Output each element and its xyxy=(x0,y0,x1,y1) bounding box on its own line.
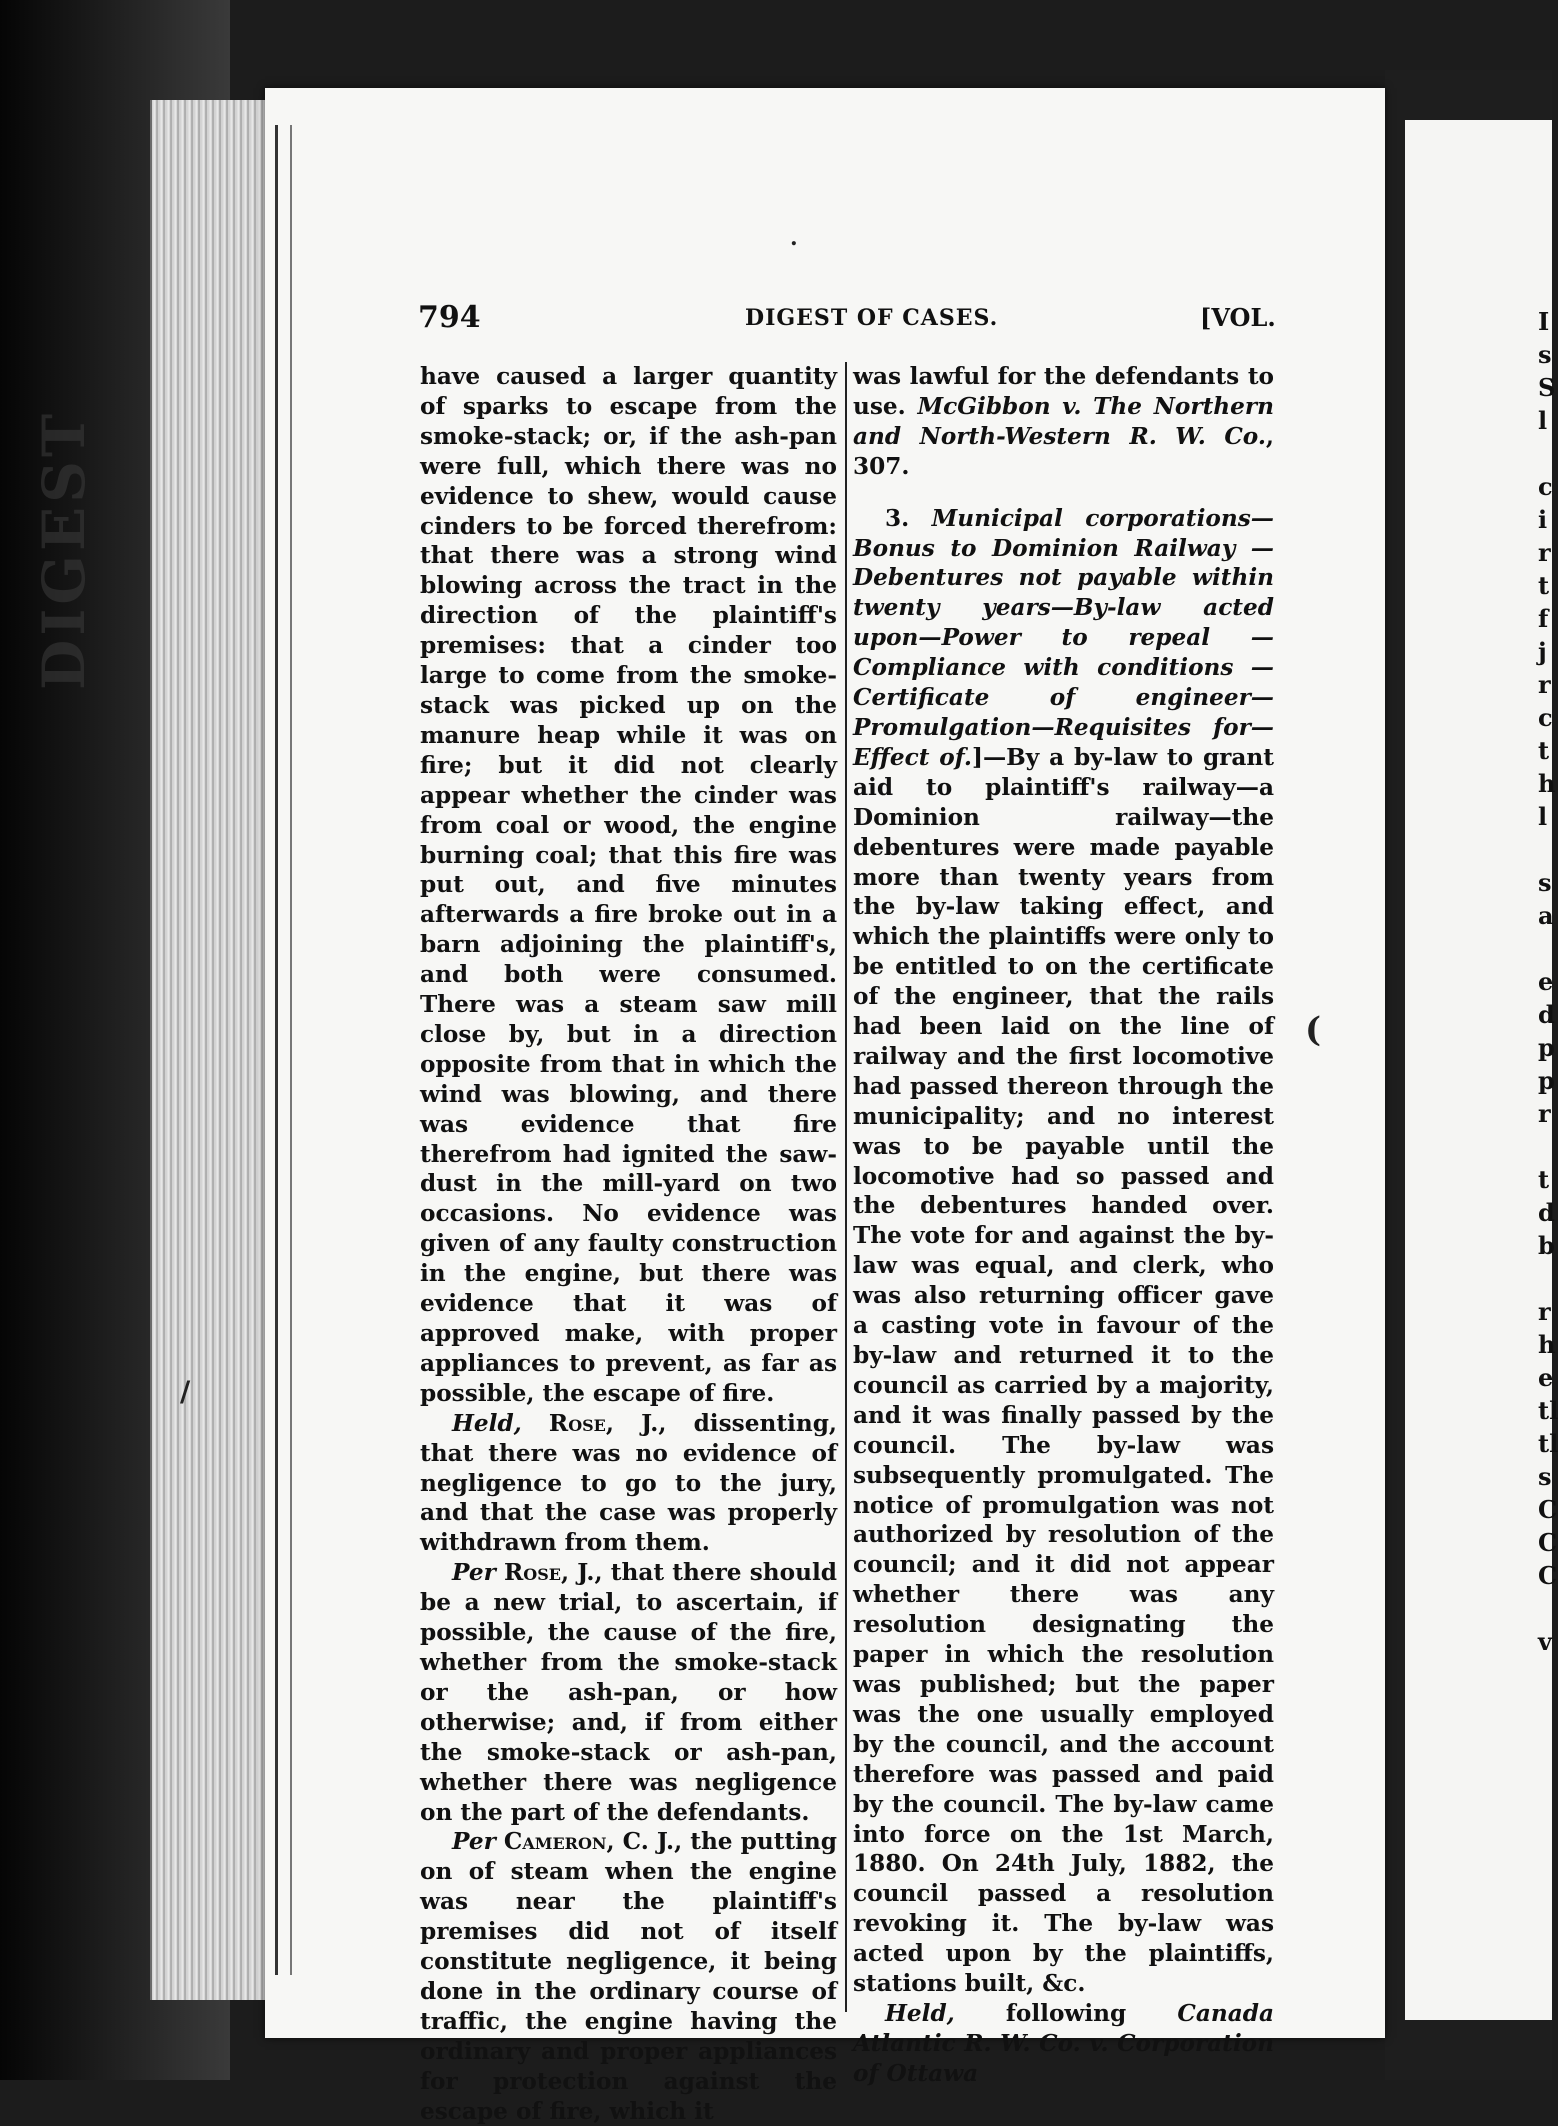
page-frame-rule xyxy=(275,125,292,1975)
opposite-page-letter: r xyxy=(1538,670,1551,699)
opposite-page-letter: tl xyxy=(1538,1429,1558,1458)
paragraph xyxy=(420,1827,837,2126)
paragraph xyxy=(420,1409,837,1559)
item-number: 3. xyxy=(885,504,910,532)
opposite-page-letter: d xyxy=(1538,1198,1555,1227)
opposite-page-letter: l xyxy=(1538,406,1548,435)
opposite-page-letter: h xyxy=(1538,769,1556,798)
paragraph-gap xyxy=(853,482,1274,504)
opposite-page-letter: p xyxy=(1538,1066,1555,1095)
paragraph-text: , C. J., the putting on of steam when the engine was near the plaintiff's premises did not of itself constitute negligence, it being done in the ordinary course of traffic, the engine having the ordinary and proper appliances for protection against the escape of fire, which it xyxy=(420,1828,838,2125)
column-rule xyxy=(845,362,847,2012)
opposite-page-letter: tl xyxy=(1538,1396,1558,1425)
opposite-page-letter: C xyxy=(1538,1495,1558,1524)
held-lead: Held, xyxy=(452,1409,522,1437)
headnote: Municipal corporations—Bonus to Dominion Railway — Debentures not payable within twenty years—By-law acted upon—Power to repeal — Compliance with conditions — Certificate of engineer—Promulgation—Requisites for—Effect of. xyxy=(853,504,1274,771)
volume-mark: [VOL. xyxy=(1200,303,1276,332)
opposite-page-letter: c xyxy=(1538,472,1553,501)
opposite-page xyxy=(1405,120,1558,2020)
opposite-page-letter xyxy=(1538,1262,1552,1295)
opposite-page-letter: e xyxy=(1538,967,1554,996)
opposite-page-text-fragment xyxy=(1538,305,1558,1658)
opposite-page-letter: C xyxy=(1538,1561,1558,1590)
opposite-page-letter: p xyxy=(1538,1033,1555,1062)
opposite-page-letter xyxy=(1538,437,1552,470)
opposite-page-letter: d xyxy=(1538,1000,1555,1029)
paragraph xyxy=(853,504,1274,1999)
scan-mark: / xyxy=(180,1375,191,1408)
opposite-page-letter: i xyxy=(1538,505,1548,534)
right-column xyxy=(853,362,1274,2089)
page-number: 794 xyxy=(418,300,481,335)
opposite-page-letter: l xyxy=(1538,802,1548,831)
per-lead: Per xyxy=(452,1559,496,1587)
page-edges xyxy=(150,100,277,2000)
opposite-page-letter: r xyxy=(1538,1099,1551,1128)
scan-mark: . xyxy=(790,225,798,251)
opposite-page-letter xyxy=(1538,1130,1552,1163)
paragraph-text: following xyxy=(954,1999,1127,2027)
opposite-page-letter: t xyxy=(1538,1165,1550,1194)
citation-page: , 307. xyxy=(853,422,1274,480)
opposite-page-letter: t xyxy=(1538,571,1550,600)
opposite-page-letter: h xyxy=(1538,1330,1556,1359)
opposite-page-letter: v xyxy=(1538,1627,1552,1656)
opposite-page-letter: c xyxy=(1538,703,1553,732)
opposite-page-letter xyxy=(1538,1592,1552,1625)
opposite-page-letter: S xyxy=(1538,373,1556,402)
left-column xyxy=(420,362,837,2126)
judge-name: Cameron xyxy=(503,1828,607,1856)
opposite-page-letter: t xyxy=(1538,736,1550,765)
opposite-page-letter: I xyxy=(1538,307,1550,336)
opposite-page-letter: f xyxy=(1538,604,1549,633)
judge-name: Rose xyxy=(504,1559,561,1587)
paragraph: have caused a larger quantity of sparks to escape from the smoke-stack; or, if the ash-pan were full, which there was no evidence to shew, would cause cinders to be forced therefrom: that there was a strong wind blowing across the tract in the direction of the plaintiff's premises: that a cinder too large to come from the smoke-stack was picked up on the manure heap while it was on fire; but it did not clearly appear whether the cinder was from coal or wood, the engine burning coal; that this fire was put out, and five minutes afterwards a fire broke out in a barn adjoining the plaintiff's, and both were consumed. There was a steam saw mill close by, but in a direction opposite from that in which the wind was blowing, and there was evidence that fire therefrom had ignited the saw-dust in the mill-yard on two occasions. No evidence was given of any faulty construction in the engine, but there was evidence that it was of approved make, with proper appliances to prevent, as far as possible, the escape of fire. xyxy=(420,363,837,1407)
judge-name: Rose xyxy=(548,1409,606,1437)
paragraph-text: , J., dissenting, that there was no evidence of negligence to go to the jury, and that the case was properly withdrawn from them. xyxy=(420,1409,837,1557)
spine-shadow-lettering: DIGEST xyxy=(30,409,98,690)
paragraph-text: ]—By a by-law to grant aid to plaintiff's railway—a Dominion railway—the debentures were made payable more than twenty years from the by-law taking effect, and which the plaintiffs were only to be entitled to on the certificate of the engineer, that the rails had been laid on the line of railway and the first locomotive had passed thereon through the municipality; and no interest was to be payable until the locomotive had so passed and the debentures handed over. The vote for and against the by-law was equal, and clerk, who was also returning officer gave a casting vote in favour of the by-law and returned it to the council as carried by a majority, and it was finally passed by the council. The by-law was subsequently promulgated. The notice of promulgation was not authorized by resolution of the council; and it did not appear whether there was any resolution designating the paper in which the resolution was published; but the paper was the one usually employed by the council, and the account therefore was passed and paid by the council. The by-law came into force on the 1st March, 1880. On 24th July, 1882, the council passed a resolution revoking it. The by-law was acted upon by the plaintiffs, stations built, &c. xyxy=(853,743,1274,1998)
opposite-page-letter: r xyxy=(1538,1297,1551,1326)
opposite-page-letter: j xyxy=(1538,637,1547,666)
case-citation: Canada Atlantic R. W. Co. v. Corporation of Ottawa xyxy=(853,1999,1275,2087)
per-lead: Per xyxy=(452,1828,496,1856)
running-head: DIGEST OF CASES. xyxy=(745,305,999,331)
held-lead: Held, xyxy=(885,1999,955,2027)
case-citation: McGibbon v. The Northern and North-Western R. W. Co. xyxy=(853,392,1274,450)
opposite-page-letter: b xyxy=(1538,1231,1555,1260)
opposite-page-letter: a xyxy=(1538,901,1554,930)
paragraph-text: , J., that there should be a new trial, to ascertain, if possible, the cause of the fire, whether from the smoke-stack or the ash-pan, or how otherwise; and, if from either the smoke-stack or ash-pan, whether there was negligence on the part of the defendants. xyxy=(420,1559,837,1826)
opposite-page-letter: e xyxy=(1538,1363,1554,1392)
paragraph xyxy=(853,362,1274,482)
paragraph xyxy=(420,1558,837,1827)
scan-mark: ( xyxy=(1305,1010,1322,1050)
paragraph-text: was lawful for the defendants to use. xyxy=(853,363,1274,420)
opposite-page-letter: C xyxy=(1538,1528,1558,1557)
opposite-page-letter: s xyxy=(1538,1462,1552,1491)
opposite-page-letter: r xyxy=(1538,538,1551,567)
opposite-page-letter xyxy=(1538,833,1552,866)
opposite-page-letter xyxy=(1538,932,1552,965)
opposite-page-letter: s xyxy=(1538,868,1552,897)
opposite-page-letter: s xyxy=(1538,340,1552,369)
paragraph xyxy=(853,1999,1274,2089)
